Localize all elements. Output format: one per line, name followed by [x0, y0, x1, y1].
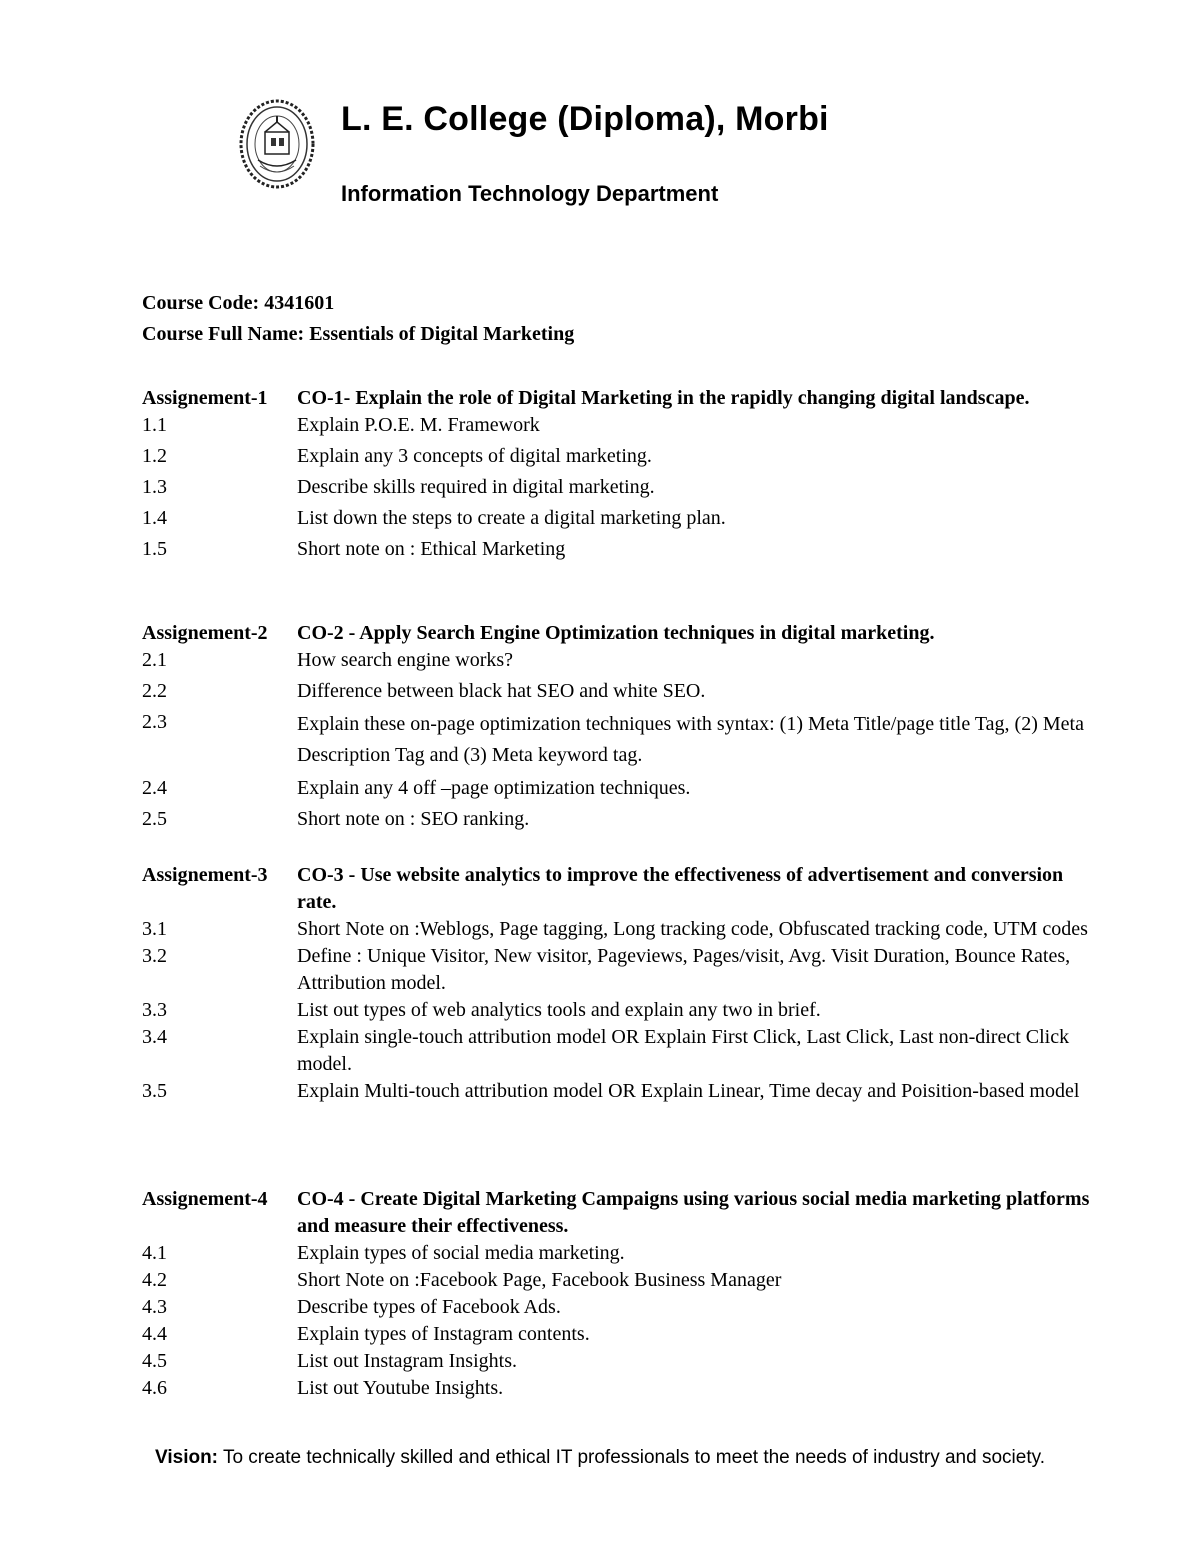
question-text: Short Note on :Facebook Page, Facebook Business Manager	[297, 1269, 782, 1291]
question-row	[142, 775, 1102, 802]
question-row	[142, 1267, 1102, 1294]
question-number: 2.2	[142, 680, 167, 702]
question-row	[142, 1078, 1102, 1105]
question-text: Describe skills required in digital marketing.	[297, 476, 655, 498]
question-row	[142, 943, 1102, 997]
question-text: Explain types of social media marketing.	[297, 1242, 625, 1264]
question-row	[142, 1348, 1102, 1375]
question-number: 4.6	[142, 1377, 167, 1399]
assignment-section	[142, 385, 1102, 563]
question-number: 1.5	[142, 538, 167, 560]
question-number: 4.1	[142, 1242, 167, 1264]
question-number: 4.4	[142, 1323, 167, 1345]
question-number: 3.2	[142, 945, 167, 967]
question-text: Explain any 3 concepts of digital marketing.	[297, 445, 652, 467]
question-number: 4.5	[142, 1350, 167, 1372]
assignment-title: CO-4 - Create Digital Marketing Campaigns using various social media marketing platforms and measure their effectiveness.	[297, 1188, 1090, 1237]
question-row	[142, 806, 1102, 833]
question-row	[142, 1240, 1102, 1267]
question-text: Describe types of Facebook Ads.	[297, 1296, 561, 1318]
question-text: Short note on : SEO ranking.	[297, 808, 530, 830]
question-text: Short Note on :Weblogs, Page tagging, Long tracking code, Obfuscated tracking code, UTM codes	[297, 918, 1088, 940]
assignment-title: CO-2 - Apply Search Engine Optimization techniques in digital marketing.	[297, 622, 935, 644]
question-row	[142, 443, 1102, 470]
question-row	[142, 474, 1102, 501]
vision-text: To create technically skilled and ethical IT professionals to meet the needs of industry and society.	[218, 1447, 1045, 1468]
question-text: Define : Unique Visitor, New visitor, Pageviews, Pages/visit, Avg. Visit Duration, Bounce Rates, Attribution model.	[297, 945, 1071, 994]
college-seal-icon	[238, 98, 316, 190]
question-row	[142, 1294, 1102, 1321]
assignment-heading	[142, 385, 1102, 412]
question-number: 4.3	[142, 1296, 167, 1318]
assignment-heading	[142, 620, 1102, 647]
question-number: 1.4	[142, 507, 167, 529]
college-name: L. E. College (Diploma), Morbi	[341, 100, 829, 138]
question-text: Explain single-touch attribution model OR Explain First Click, Last Click, Last non-direct Click model.	[297, 1026, 1070, 1075]
vision-label: Vision:	[155, 1447, 219, 1468]
question-text: Explain Multi-touch attribution model OR Explain Linear, Time decay and Poisition-based model	[297, 1080, 1080, 1102]
vision-statement	[140, 1443, 1060, 1472]
question-row	[142, 505, 1102, 532]
question-text: Explain any 4 off –page optimization techniques.	[297, 777, 691, 799]
question-text: Explain P.O.E. M. Framework	[297, 414, 540, 436]
department-name: Information Technology Department	[341, 181, 719, 206]
question-text: How search engine works?	[297, 649, 514, 671]
course-full-name: Course Full Name: Essentials of Digital Marketing	[142, 323, 575, 345]
assignment-label: Assignement-3	[142, 864, 268, 886]
college-logo	[238, 98, 316, 190]
assignment-heading	[142, 1186, 1102, 1240]
question-row	[142, 997, 1102, 1024]
question-row	[142, 709, 1102, 771]
question-text: List down the steps to create a digital marketing plan.	[297, 507, 726, 529]
assignment-label: Assignement-4	[142, 1188, 268, 1210]
assignment-section	[142, 1186, 1102, 1402]
assignment-label: Assignement-1	[142, 387, 268, 409]
question-text: Short note on : Ethical Marketing	[297, 538, 566, 560]
question-row	[142, 678, 1102, 705]
question-text: List out types of web analytics tools and explain any two in brief.	[297, 999, 821, 1021]
question-number: 3.1	[142, 918, 167, 940]
question-number: 1.1	[142, 414, 167, 436]
question-text: Explain types of Instagram contents.	[297, 1323, 590, 1345]
question-text: Difference between black hat SEO and white SEO.	[297, 680, 706, 702]
question-row	[142, 412, 1102, 439]
question-number: 3.4	[142, 1026, 167, 1048]
question-text: Explain these on-page optimization techniques with syntax: (1) Meta Title/page title Tag, (2) Meta Description Tag and (3) Meta keyword tag.	[297, 713, 1084, 766]
question-number: 2.5	[142, 808, 167, 830]
question-text: List out Youtube Insights.	[297, 1377, 504, 1399]
assignment-section	[142, 620, 1102, 833]
assignment-title: CO-1- Explain the role of Digital Marketing in the rapidly changing digital landscape.	[297, 387, 1030, 409]
assignment-label: Assignement-2	[142, 622, 268, 644]
question-row	[142, 647, 1102, 674]
assignment-section	[142, 862, 1102, 1105]
question-number: 2.3	[142, 711, 167, 733]
question-number: 1.2	[142, 445, 167, 467]
question-row	[142, 536, 1102, 563]
question-text: List out Instagram Insights.	[297, 1350, 517, 1372]
question-number: 2.4	[142, 777, 167, 799]
assignment-title: CO-3 - Use website analytics to improve the effectiveness of advertisement and conversion rate.	[297, 864, 1064, 913]
question-row	[142, 916, 1102, 943]
assignment-heading	[142, 862, 1102, 916]
course-code: Course Code: 4341601	[142, 292, 335, 314]
question-row	[142, 1375, 1102, 1402]
question-row	[142, 1024, 1102, 1078]
question-number: 3.3	[142, 999, 167, 1021]
question-number: 3.5	[142, 1080, 167, 1102]
question-number: 4.2	[142, 1269, 167, 1291]
question-number: 1.3	[142, 476, 167, 498]
question-row	[142, 1321, 1102, 1348]
question-number: 2.1	[142, 649, 167, 671]
